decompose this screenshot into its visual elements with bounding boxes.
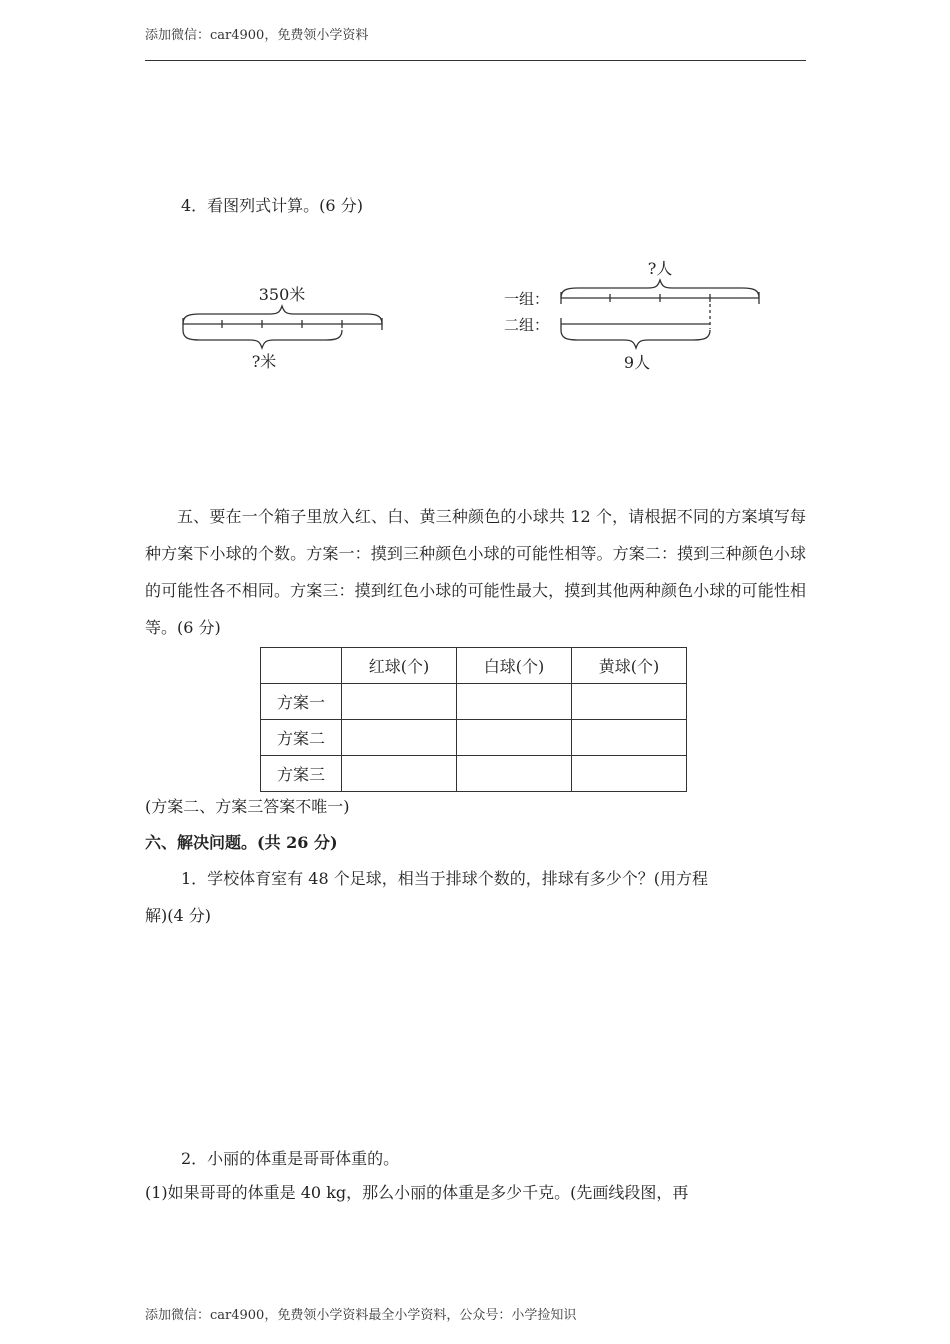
segment-diagram-1: [170, 280, 400, 380]
section-6-q1-line2: 解)(4 分): [145, 906, 211, 925]
diagram2-bottom-label: 9人: [623, 353, 651, 372]
table-header-cell: 黄球(个): [572, 648, 687, 684]
table-note: (方案二、方案三答案不唯一): [145, 797, 350, 816]
section-6-q2-line2: (1)如果哥哥的体重是 40 kg，那么小丽的体重是多少千克。(先画线段图，再: [145, 1183, 689, 1202]
diagram2-row2-label: 二组：: [504, 316, 550, 334]
diagram2-row1-label: 一组：: [504, 290, 550, 308]
table-header-cell: [261, 648, 342, 684]
section-5-text: 五、要在一个箱子里放入红、白、黄三种颜色的小球共 12 个，请根据不同的方案填写每种方案下小球的个数。方案一：摸到三种颜色小球的可能性相等。方案二：摸到三种颜色小球的可能性各不相同。方案三：摸到红色小球的可能性最大，摸到其他两种颜色小球的可能性相等。(6 分): [145, 507, 806, 637]
table-row: [261, 756, 687, 792]
answer-cell[interactable]: [342, 720, 457, 756]
question-4-title: 4．看图列式计算。(6 分): [181, 196, 363, 215]
diagram2-top-label: ?人: [647, 259, 673, 278]
page-header: 添加微信：car4900，免费领小学资料: [145, 28, 369, 43]
row-label: 方案一: [261, 684, 342, 720]
row-label: 方案三: [261, 756, 342, 792]
table-header-cell: 红球(个): [342, 648, 457, 684]
table-row: [261, 720, 687, 756]
row-label: 方案二: [261, 720, 342, 756]
diagram1-top-label: 350米: [258, 285, 306, 304]
section-6-q2-line1: 2．小丽的体重是哥哥体重的。: [181, 1149, 400, 1168]
answer-cell[interactable]: [342, 756, 457, 792]
answer-cell[interactable]: [572, 684, 687, 720]
segment-diagram-2: [500, 255, 775, 380]
section-6-q1-line1: 1．学校体育室有 48 个足球，相当于排球个数的，排球有多少个？(用方程: [181, 869, 708, 888]
table-header-cell: 白球(个): [457, 648, 572, 684]
answer-cell[interactable]: [457, 684, 572, 720]
diagram1-bottom-label: ?米: [251, 352, 277, 371]
answer-cell[interactable]: [457, 756, 572, 792]
answer-cell[interactable]: [342, 684, 457, 720]
table-row: [261, 684, 687, 720]
answer-cell[interactable]: [572, 720, 687, 756]
header-divider: [145, 60, 806, 61]
answer-cell[interactable]: [572, 756, 687, 792]
plan-table: [260, 647, 687, 792]
section-6-title: 六、解决问题。(共 26 分): [145, 833, 338, 852]
table-header-row: [261, 648, 687, 684]
page-footer: 添加微信：car4900，免费领小学资料最全小学资料，公众号：小学捡知识: [145, 1308, 577, 1323]
answer-cell[interactable]: [457, 720, 572, 756]
